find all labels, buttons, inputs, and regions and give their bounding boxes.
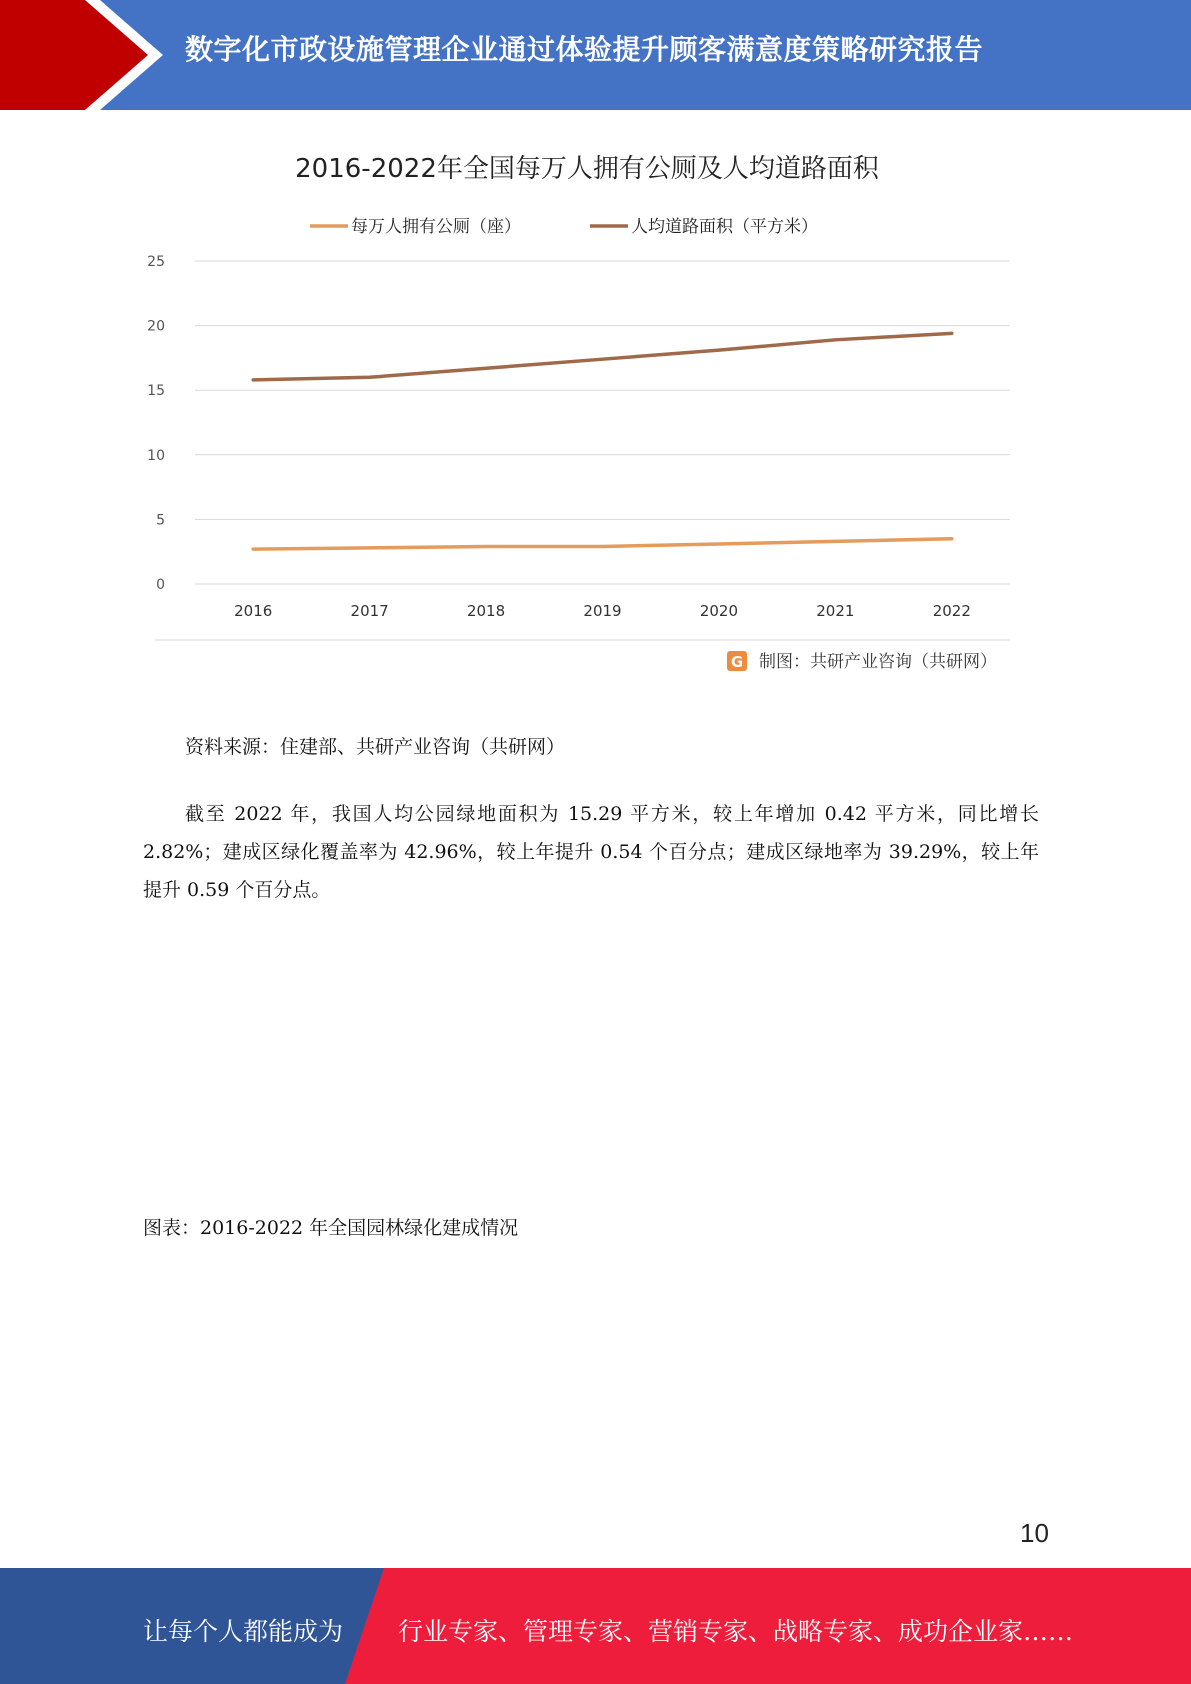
- x-tick-label: 2022: [932, 602, 971, 620]
- page-footer: [0, 1568, 1191, 1684]
- legend-label: 人均道路面积（平方米）: [631, 217, 818, 237]
- y-tick-label: 5: [156, 512, 165, 529]
- chart-credit: [727, 651, 997, 672]
- x-axis: [234, 602, 971, 620]
- chart-legend: [310, 217, 818, 237]
- footer-slogan-right: 行业专家、管理专家、营销专家、战略专家、成功企业家……: [398, 1617, 1074, 1646]
- y-tick-label: 25: [147, 254, 165, 270]
- series-line-2: [253, 333, 952, 380]
- chart-grid: [155, 261, 1010, 640]
- chart-series: [253, 333, 952, 549]
- line-chart: [135, 140, 1040, 685]
- y-tick-label: 0: [156, 577, 165, 593]
- y-tick-label: 15: [147, 383, 165, 400]
- y-axis: [147, 254, 165, 593]
- svg-text:G: G: [730, 653, 744, 671]
- x-tick-label: 2020: [699, 602, 739, 620]
- chart-svg: [135, 140, 1040, 685]
- legend-label: 每万人拥有公厕（座）: [351, 217, 521, 237]
- gonyn-logo-icon: [727, 651, 747, 671]
- chart-title: 2016-2022年全国每万人拥有公厕及人均道路面积: [295, 154, 879, 184]
- chart-credit-text: 制图：共研产业咨询（共研网）: [759, 652, 997, 672]
- y-tick-label: 20: [147, 318, 165, 335]
- report-title: 数字化市政设施管理企业通过体验提升顾客满意度策略研究报告: [185, 33, 984, 66]
- source-note: 资料来源：住建部、共研产业咨询（共研网）: [185, 736, 566, 758]
- x-tick-label: 2019: [583, 602, 622, 620]
- y-tick-label: 10: [147, 447, 165, 464]
- body-paragraph: 截至 2022 年，我国人均公园绿地面积为 15.29 平方米，较上年增加 0.42 平方米，同比增长 2.82%；建成区绿化覆盖率为 42.96%，较上年提升 0.54 个百分点；建成区绿地率为 39.29%，较上年提升 0.59 个百分点。: [143, 803, 1039, 901]
- page-header: [0, 0, 1191, 110]
- x-tick-label: 2021: [816, 602, 855, 620]
- x-tick-label: 2017: [350, 602, 389, 620]
- figure-caption: 图表：2016-2022 年全国园林绿化建成情况: [143, 1217, 519, 1239]
- x-tick-label: 2016: [234, 602, 273, 620]
- page-number: 10: [1020, 1518, 1049, 1548]
- x-tick-label: 2018: [466, 602, 506, 620]
- footer-slogan-left: 让每个人都能成为: [143, 1617, 344, 1646]
- series-line-1: [253, 539, 952, 549]
